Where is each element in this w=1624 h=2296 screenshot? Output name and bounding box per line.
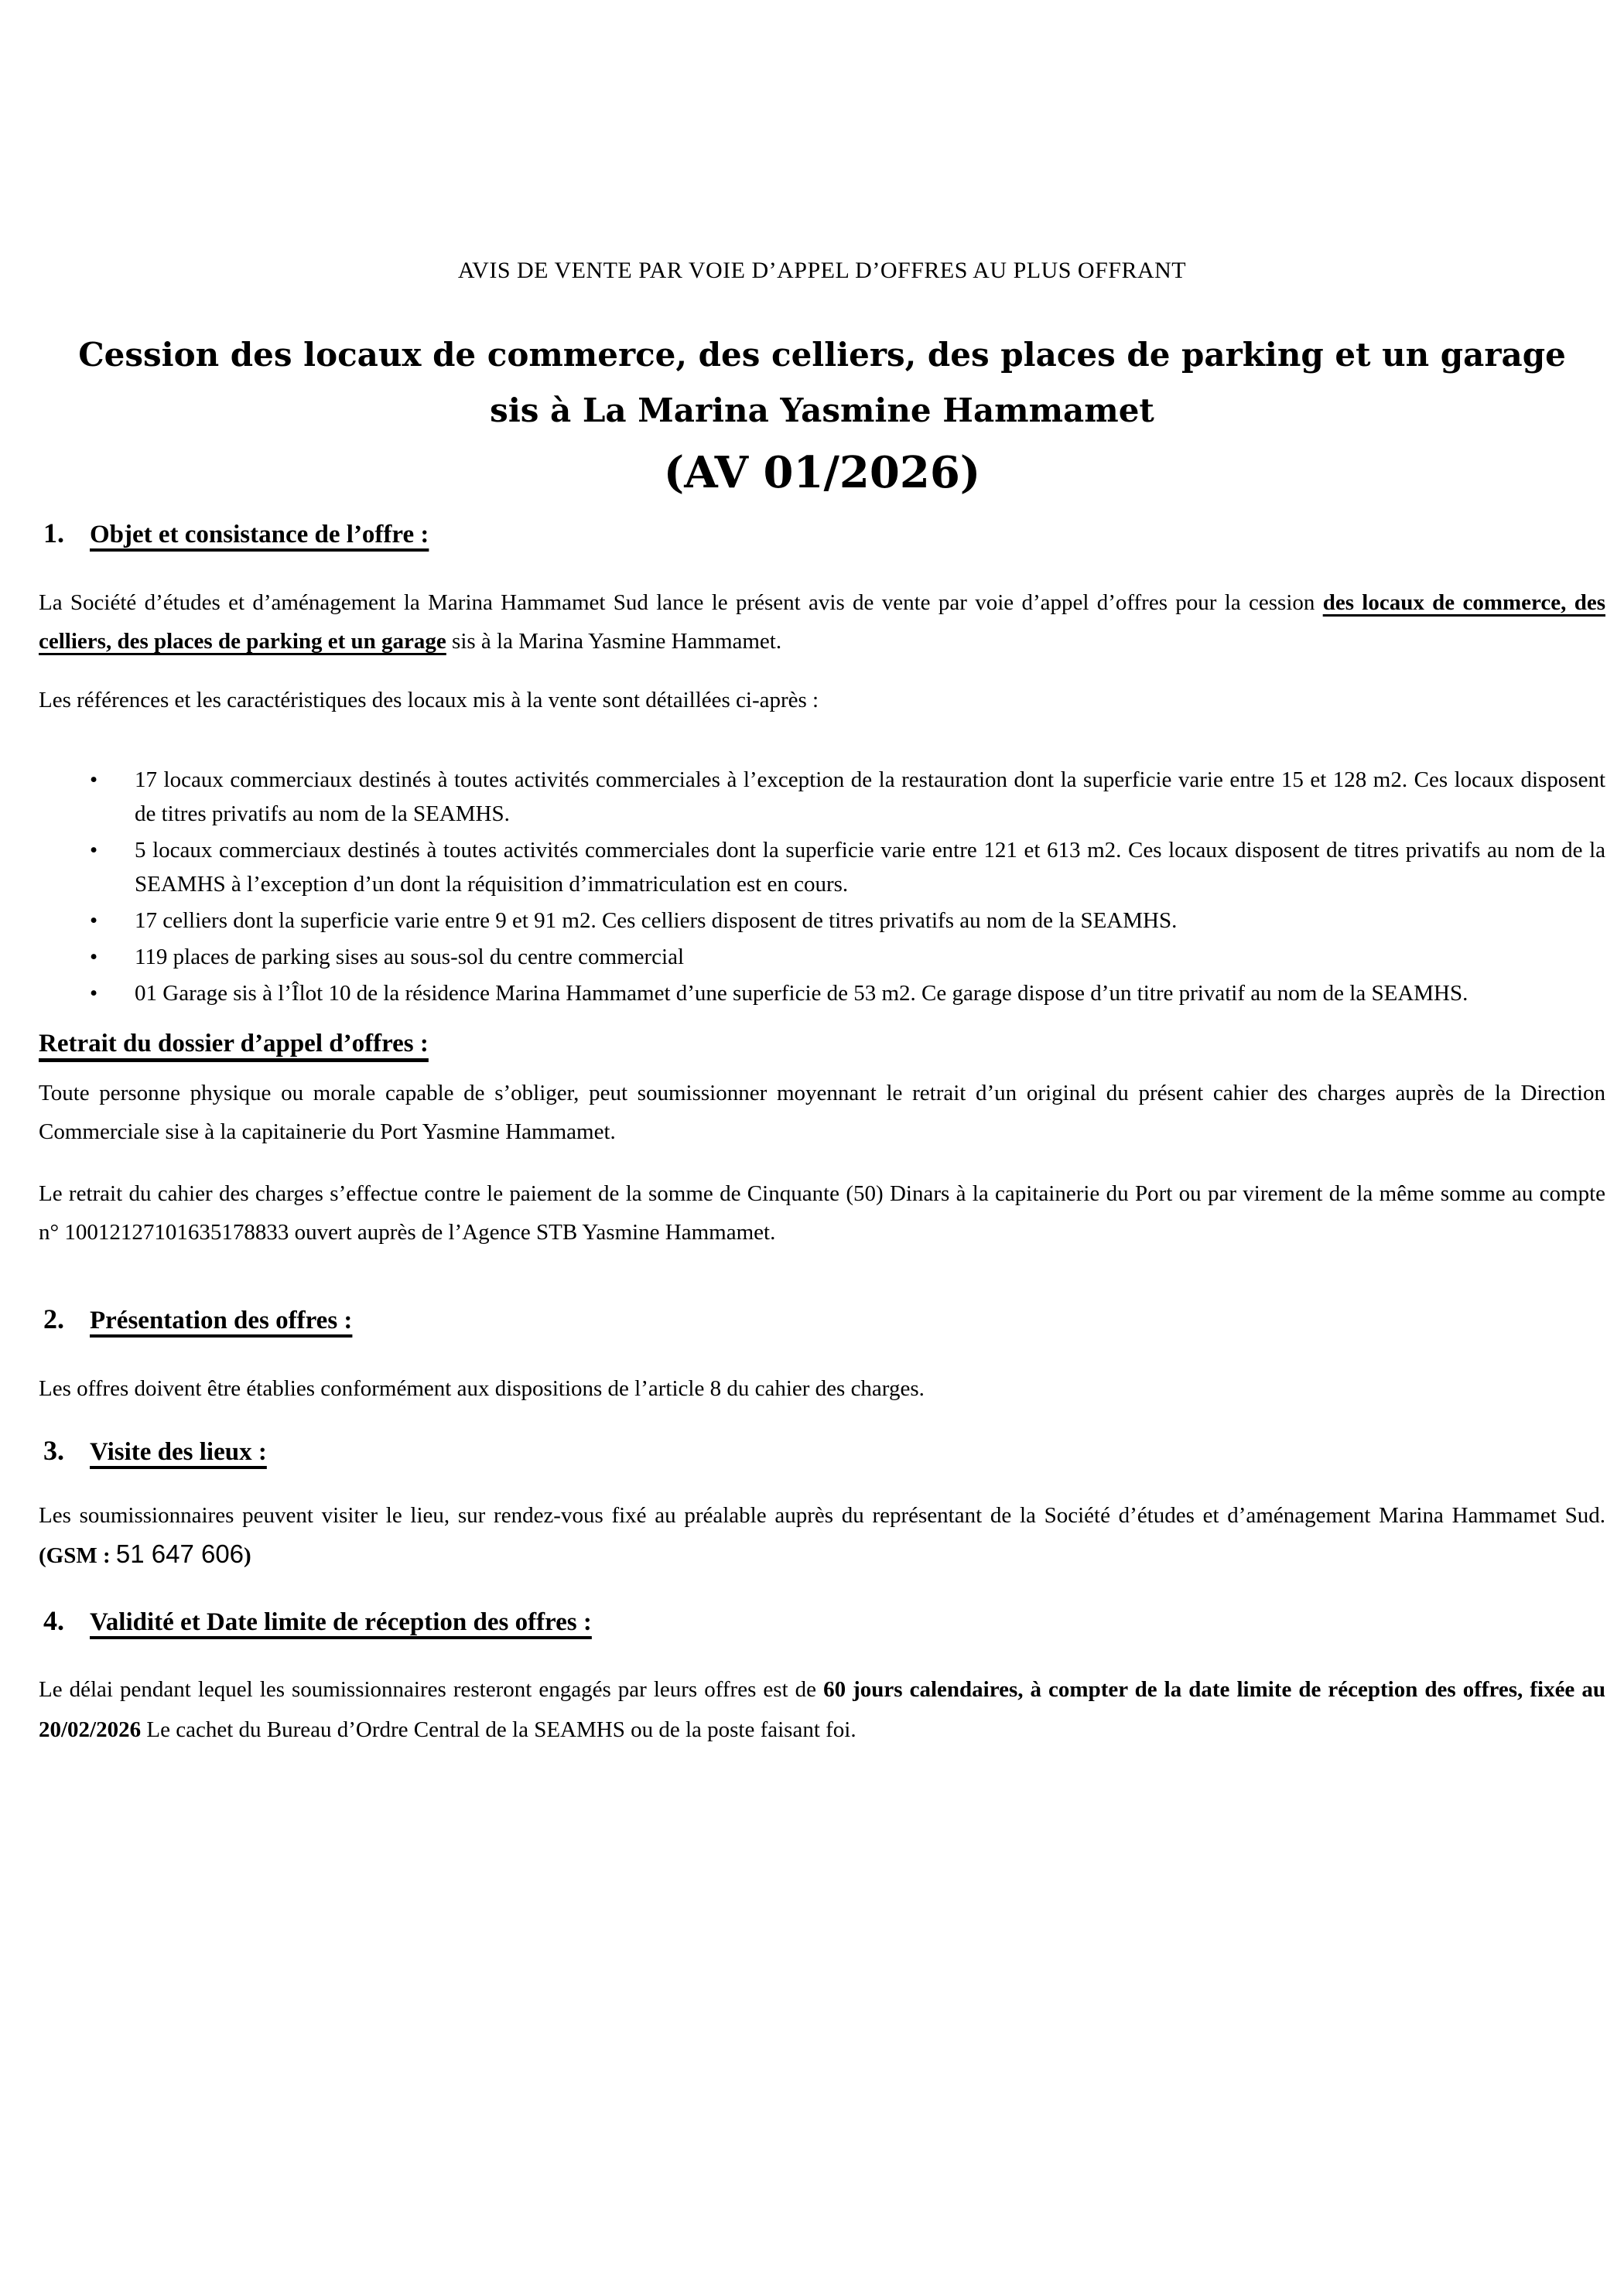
section-1-heading bbox=[39, 515, 1605, 552]
bullet-text-garage: 01 Garage sis à l’Îlot 10 de la résidence Marina Hammamet d’une superficie de 53 m2. Ce garage dispose d’un titre privatif au nom de la SEAMHS. bbox=[135, 981, 1468, 1006]
section-2-paragraph: Les offres doivent être établies conformément aux dispositions de l’article 8 du cahier des charges. bbox=[39, 1376, 925, 1401]
list-item bbox=[39, 940, 1605, 974]
section-3-heading bbox=[39, 1433, 1605, 1470]
bullet-icon: • bbox=[90, 945, 98, 969]
document-reference: (AV 01/2026) bbox=[663, 447, 981, 498]
bullet-icon: • bbox=[90, 767, 98, 792]
section-1-intro-paragraph: La Société d’études et d’aménagement la Marina Hammamet Sud lance le présent avis de vente par voie d’appel d’offres pour la cession des locaux de commerce, des celliers, des places de parking et un garage sis à la Marina Yasmine Hammamet. bbox=[39, 590, 1605, 654]
bullet-icon: • bbox=[90, 838, 98, 863]
document-title-line1: Cession des locaux de commerce, des celliers, des places de parking et un garage bbox=[78, 336, 1566, 374]
bullet-text-parking: 119 places de parking sises au sous-sol du centre commercial bbox=[135, 945, 685, 969]
section-2-title: Présentation des offres : bbox=[90, 1307, 353, 1334]
section-4-number: 4. bbox=[43, 1605, 64, 1636]
section-4-title: Validité et Date limite de réception des offres : bbox=[90, 1608, 592, 1636]
section-3-title: Visite des lieux : bbox=[90, 1438, 267, 1466]
retrait-paragraph-2: Le retrait du cahier des charges s’effectue contre le paiement de la somme de Cinquante (50) Dinars à la capitainerie du Port ou par virement de la même somme au compte n° 10012127101635178833 ouvert auprès de l’Agence STB Yasmine Hammamet. bbox=[39, 1181, 1605, 1245]
section-3-number: 3. bbox=[43, 1435, 64, 1466]
document-title-line2: sis à La Marina Yasmine Hammamet bbox=[490, 391, 1154, 429]
section-1-title: Objet et consistance de l’offre : bbox=[90, 521, 429, 548]
bullet-icon: • bbox=[90, 981, 98, 1006]
bullet-icon: • bbox=[90, 908, 98, 933]
section-1-number: 1. bbox=[43, 518, 64, 548]
bullet-text-locaux-5: 5 locaux commerciaux destinés à toutes activités commerciales dont la superficie varie entre 121 et 613 m2. Ces locaux disposent de titres privatifs au nom de la SEAMHS à l’exception d’un dont la réquisition d’immatriculation est en cours. bbox=[135, 838, 1605, 897]
lots-bullet-list bbox=[39, 763, 1605, 1010]
notice-line: AVIS DE VENTE PAR VOIE D’APPEL D’OFFRES AU PLUS OFFRANT bbox=[457, 258, 1187, 283]
retrait-subheading: Retrait du dossier d’appel d’offres : bbox=[39, 1030, 429, 1057]
section-4-paragraph: Le délai pendant lequel les soumissionnaires resteront engagés par leurs offres est de 60 jours calendaires, à compter de la date limite de réception des offres, fixée au 20/02/2026 Le cachet du Bureau d’Ordre Central de la SEAMHS ou de la poste faisant foi. bbox=[39, 1677, 1605, 1742]
bullet-text-locaux-17: 17 locaux commerciaux destinés à toutes activités commerciales à l’exception de la restauration dont la superficie varie entre 15 et 128 m2. Ces locaux disposent de titres privatifs au nom de la SEAMHS. bbox=[135, 767, 1605, 826]
section-2-heading bbox=[39, 1301, 1605, 1338]
section-1-details-intro: Les références et les caractéristiques des locaux mis à la vente sont détaillées ci-après : bbox=[39, 688, 819, 712]
bullet-text-celliers: 17 celliers dont la superficie varie entre 9 et 91 m2. Ces celliers disposent de titres privatifs au nom de la SEAMHS. bbox=[135, 908, 1178, 933]
section-4-heading bbox=[39, 1603, 1605, 1640]
section-3-paragraph: Les soumissionnaires peuvent visiter le lieu, sur rendez-vous fixé au préalable auprès du représentant de la Société d’études et d’aménagement Marina Hammamet Sud. (GSM : 51 647 606) bbox=[39, 1503, 1605, 1568]
retrait-paragraph-1: Toute personne physique ou morale capable de s’obliger, peut soumissionner moyennant le retrait d’un original du présent cahier des charges auprès de la Direction Commerciale sise à la capitainerie du Port Yasmine Hammamet. bbox=[39, 1081, 1605, 1144]
list-item bbox=[39, 904, 1605, 938]
list-item bbox=[39, 763, 1605, 831]
list-item bbox=[39, 833, 1605, 901]
list-item bbox=[39, 976, 1605, 1010]
section-2-number: 2. bbox=[43, 1303, 64, 1334]
